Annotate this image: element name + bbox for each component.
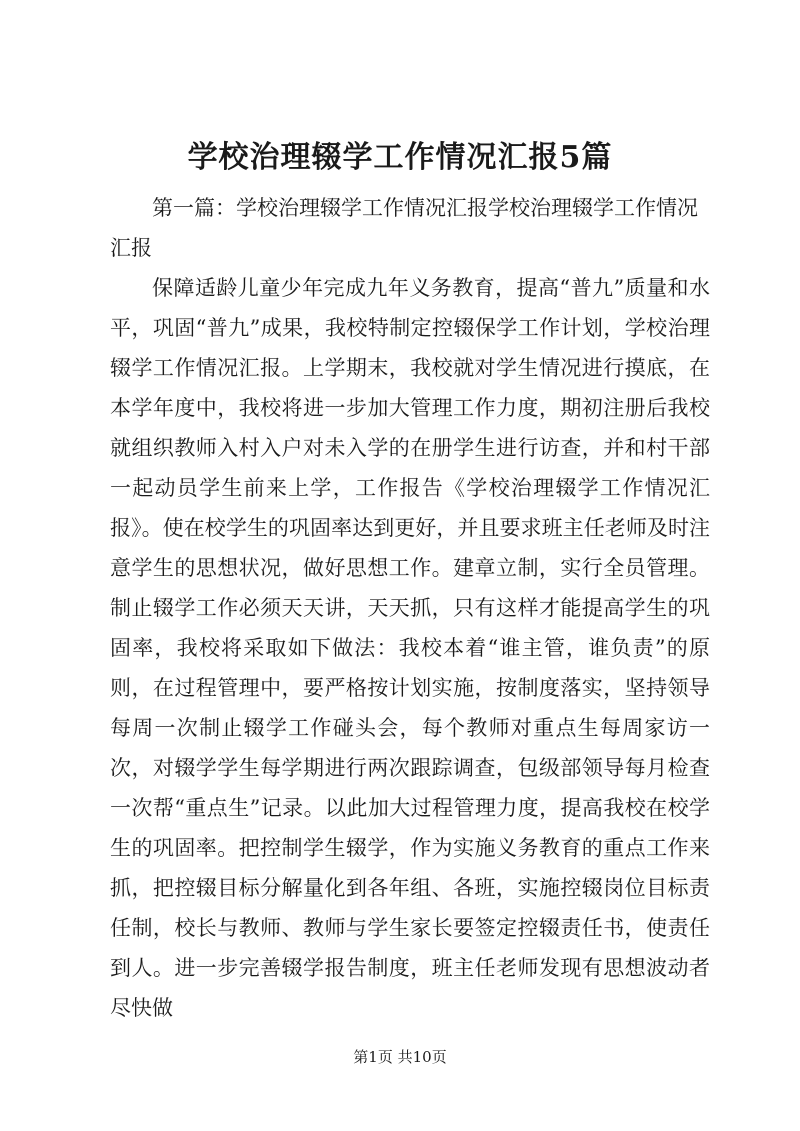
- body-paragraph: 保障适龄儿童少年完成九年义务教育，提高“普九”质量和水平，巩固“普九”成果，我校特制定控辍保学工作计划，学校治理辍学工作情况汇报。上学期末，我校就对学生情况进行摸底，在本学年度中，我校将进一步加大管理工作力度，期初注册后我校就组织教师入村入户对未入学的在册学生进行访查，并和村干部一起动员学生前来上学，工作报告《学校治理辍学工作情况汇报》。使在校学生的巩固率达到更好，并且要求班主任老师及时注意学生的思想状况，做好思想工作。建章立制，实行全员管理。制止辍学工作必须天天讲，天天抓，只有这样才能提高学生的巩固率，我校将采取如下做法：我校本着“谁主管，谁负责”的原则，在过程管理中，要严格按计划实施，按制度落实，坚持领导每周一次制止辍学工作碰头会，每个教师对重点生每周家访一次，对辍学学生每学期进行两次跟踪调查，包级部领导每月检查一次帮“重点生”记录。以此加大过程管理力度，提高我校在校学生的巩固率。把控制学生辍学，作为实施义务教育的重点工作来抓，把控辍目标分解量化到各年组、各班，实施控辍岗位目标责任制，校长与教师、教师与学生家长要签定控辍责任书，使责任到人。进一步完善辍学报告制度，班主任老师发现有思想波动者尽快做: [110, 276, 710, 1020]
- document-title: 学校治理辍学工作情况汇报5篇: [187, 140, 613, 175]
- page-number-footer: 第1页 共10页: [353, 1048, 447, 1066]
- section-heading: 第一篇：学校治理辍学工作情况汇报学校治理辍学工作情况汇报: [110, 196, 698, 260]
